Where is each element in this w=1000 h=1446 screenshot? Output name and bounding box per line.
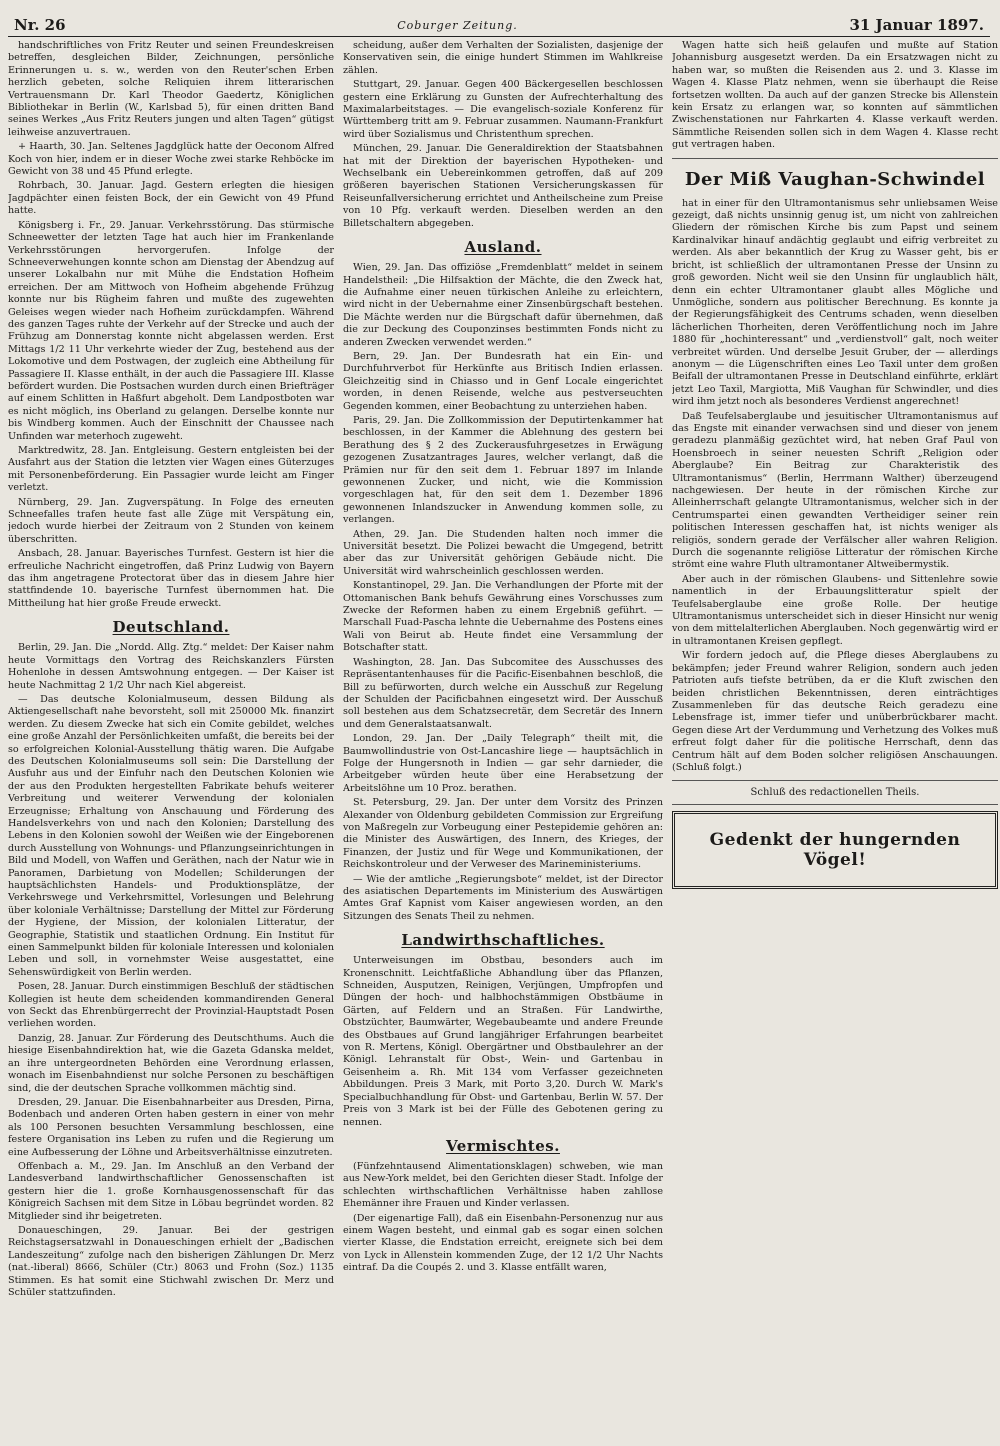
article-stuttgart: Stuttgart, 29. Januar. Gegen 400 Bäckergesellen beschlossen gestern eine Erklärung zu Gunsten der Aufrechterhaltung des Maximalarbeitstages. — Die evangelisch-soziale Konferenz für Württemberg tritt am 9. Februar zusammen. Naumann-Frankfurt wird über Sozialismus und Christenthum sprechen. [343, 79, 663, 140]
article-rohrbach: Rohrbach, 30. Januar. Jagd. Gestern erlegten die hiesigen Jagdpächter einen feisten Bock, der ein Gewicht von 49 Pfund hatte. [8, 180, 334, 217]
section-heading-vermischtes: Vermischtes. [446, 1136, 560, 1155]
article-regierungsbote: — Wie der amtliche „Regierungsbote“ meldet, ist der Director des asiatischen Departements im Ministerium des Auswärtigen Amtes Graf Kapnist vom Kaiser angewiesen worden, an den Sitzungen des Senats Theil zu nehmen. [343, 873, 663, 922]
article-vaughan-part2: Daß Teufelsaberglaube und jesuitischer Ultramontanismus auf das Engste mit einander verwachsen sind und dieser von jenem geradezu planmäßig gezüchtet wird, hat neben Graf Paul von Hoensbroech in seiner neuesten Schrift „Religion oder Aberglaube? Ein Beitrag zur Charakteristik des Ultramontanismus“ (Berlin, Herrmann Walther) überzeugend nachgewiesen. Der heute in der römischen Kirche zur Alleinherrschaft gelangte Ultramontanismus, welcher sich in der Centrumspartei einen gewandten Vertheidiger seiner rein politischen Interessen geschaffen hat, ist nichts weniger als religiös, sondern gerade der Verfälscher aller wahren Religion. Durch die sogenannte religiöse Litteratur der römischen Kirche strömt eine wahre Fluth ultramontaner Altweibermystik. [672, 410, 998, 571]
article-washington: Washington, 28. Jan. Das Subcomitee des Ausschusses des Repräsentantenhauses für die Pacific-Eisenbahnen beschloß, die Bill zu befürworten, durch welche ein Ausschuß zur Regelung der Schulden der Pacificbahnen eingesetzt wird. Der Ausschuß soll bestehen aus dem Schatzsecretär, dem Secretär des Innern und dem Generalstaatsanwalt. [343, 656, 663, 730]
column-middle [343, 40, 663, 1436]
issue-number: Nr. 26 [14, 16, 66, 34]
section-heading-deutschland: Deutschland. [112, 618, 230, 637]
advertisement-text: Gedenkt der hungernden Vögel! [709, 830, 961, 871]
article-haarth: + Haarth, 30. Jan. Seltenes Jagdglück hatte der Oeconom Alfred Koch von hier, indem er in dieser Woche zwei starke Rehböcke im Gewicht von 38 und 45 Pfund erlegte. [8, 141, 334, 178]
article-vaughan-part4: Wir fordern jedoch auf, die Pflege dieses Aberglaubens zu bekämpfen; jeder Freund wahrer Religion, sondern auch jeden Patrioten aufs tiefste betrüben, da er die Kluft zwischen den beiden christlichen Bekenntnissen, deren einträchtiges Zusammenleben für das deutsche Reich geradezu eine Lebensfrage ist, immer tiefer und unüberbrückbarer macht. Gegen diese Art der Verdummung und Verhetzung des Volkes muß erfreut folgt daher für die politische Herrschaft, denn das Centrum hält auf dem Boden solcher religiösen Anschauungen. (Schluß folgt.) [672, 650, 998, 773]
article-nuernberg: Nürnberg, 29. Jan. Zugverspätung. In Folge des erneuten Schneefalles trafen heute fast alle Züge mit Verspätung ein, jedoch wurde hierbei der Zeitraum von 2 Stunden von keinem überschritten. [8, 496, 334, 545]
article-athen: Athen, 29. Jan. Die Studenden halten noch immer die Universität besetzt. Die Polizei bewacht die Umgegend, betritt aber das zur Universität gehörigen Gebäude nicht. Die Universität wird wahrscheinlich geschlossen werden. [343, 528, 663, 577]
article-koenigsberg: Königsberg i. Fr., 29. Januar. Verkehrsstörung. Das stürmische Schneewetter der letzten Tage hat auch hier im Frankenlande Verkehrsstörungen hervorgerufen. Infolge der Schneeverwehungen konnte schon am Dienstag der Abendzug auf unserer Lokalbahn nur mit Mühe die Endstation Hofheim erreichen. Der am Mittwoch von Hofheim abgehende Frühzug konnte nur bis Rügheim fahren und mußte des zugewehten Geleises wegen wieder nach Hofheim zurückdampfen. Während des ganzen Tages ruhte der Verkehr auf der Strecke und auch der Frühzug am Donnerstag konnte nicht abgelassen werden. Erst Mittags 1/2 11 Uhr verkehrte wieder der Zug, bestehend aus der Lokomotive und dem Postwagen, der zugleich eine Abtheilung für Passagiere II. Klasse enthält, in der auch die Passagiere III. Klasse befördert wurden. Die Postsachen wurden durch einen Briefträger auf einem Schlitten in Haßfurt abgeholt. Dem Landpostboten war es nicht möglich, ins Oberland zu gelangen. Derselbe konnte nur bis Windberg kommen. Auch der Einschnitt der Chaussee nach Unfinden war meterhoch zugeweht. [8, 219, 334, 442]
article-marktredwitz: Marktredwitz, 28. Jan. Entgleisung. Gestern entgleisten bei der Ausfahrt aus der Station die letzten vier Wagen eines Güterzuges mit Personenbeförderung. Ein Passagier wurde leicht am Finger verletzt. [8, 445, 334, 494]
article-vaughan-part3: Aber auch in der römischen Glaubens- und Sittenlehre sowie namentlich in der Erbauungslitteratur spielt der Teufelsaberglaube eine große Rolle. Der heutige Ultramontanismus unterscheidet sich in dieser Hinsicht nur wenig von dem mittelalterlichen Aberglauben. Noch gegenwärtig wird er in ultramontanen Kreisen gepflegt. [672, 573, 998, 647]
article-wien: Wien, 29. Jan. Das offiziöse „Fremdenblatt“ meldet in seinem Handelstheil: „Die Hilfsaktion der Mächte, die den Zweck hat, die Aufnahme einer neuen türkischen Anleihe zu erleichtern, wird nicht in der Uebernahme einer Zinsenbürgschaft bestehen. Die Mächte werden nur die Bürgschaft dafür übernehmen, daß die zur Deckung des Couponzinses bestimmten Fonds nicht zu anderen Zwecken verwendet werden.“ [343, 262, 663, 348]
column-left [8, 40, 334, 1436]
article-eigenartiger-fall: (Der eigenartige Fall), daß ein Eisenbahn-Personenzug nur aus einem Wagen besteht, und einmal gab es sogar einen solchen vierter Klasse, die Endstation erreicht, ereignete sich bei dem von Lyck in Allenstein kommenden Zuge, der 12 1/2 Uhr Nachts eintraf. Da die Coupés 2. und 3. Klasse entfällt waren, [343, 1212, 663, 1274]
article-petersburg: St. Petersburg, 29. Jan. Der unter dem Vorsitz des Prinzen Alexander von Oldenburg gebildeten Commission zur Ergreifung von Maßregeln zur Vorbeugung einer Pestepidemie gehören an: die Minister des Auswärtigen, des Innern, des Krieges, der Finanzen, der Justiz und für Wege und Kommunikationen, der Reichskontroleur und der Verweser des Marineministeriums. [343, 797, 663, 871]
article-paris: Paris, 29. Jan. Die Zollkommission der Deputirtenkammer hat beschlossen, in der Kammer die Ablehnung des gestern bei Berathung des § 2 des Zuckerausfuhrgesetzes in Erwägung gezogenen Zusatzantrages Jaures, welcher verlangt, daß die Prämien nur für den seit dem 1. Februar 1897 im Inlande gewonnenen Zucker, und nicht, wie die Kommission vorgeschlagen hat, für den seit dem 1. Dezember 1896 gewonnenen Inlandszucker in Anwendung kommen solle, zu verlangen. [343, 414, 663, 526]
divider [672, 804, 998, 805]
section-heading-ausland: Ausland. [464, 238, 542, 257]
article-wagen-continuation: Wagen hatte sich heiß gelaufen und mußte auf Station Johannisburg ausgesetzt werden. Da ein Ersatzwagen nicht zu haben war, so mußten die Reisenden aus 2. und 3. Klasse im Wagen 4. Klasse Platz nehmen, wenn sie überhaupt die Reise fortsetzen wollten. Da auch auf der ganzen Strecke bis Allenstein kein Ersatz zu erlangen war, so konnten auf sämmtlichen Zwischenstationen nur Fahrkarten 4. Klasse verkauft werden. Sämmtliche Reisenden sollen sich in dem Wagen 4. Klasse recht gut vertragen haben. [672, 40, 998, 151]
section-heading-landwirtschaft: Landwirthschaftliches. [401, 931, 605, 950]
article-continuation: scheidung, außer dem Verhalten der Sozialisten, dasjenige der Konservativen sein, die einige hundert Stimmen im Wahlkreise zählen. [343, 40, 663, 76]
article-offenbach: Offenbach a. M., 29. Jan. Im Anschluß an den Verband der Landesverband landwirthschaftlicher Genossenschaften ist gestern hier die 1. große Kornhausgenossenschaft für das Königreich Sachsen mit dem Sitze in Löbau begründet worden. 82 Mitglieder sind ihr beigetreten. [8, 1160, 334, 1222]
column-right [672, 40, 998, 1436]
article-donaueschingen: Donaueschingen, 29. Januar. Bei der gestrigen Reichstagsersatzwahl in Donaueschingen erhielt der „Badischen Landeszeitung“ zufolge nach den bisherigen Zählungen Dr. Merz (nat.-liberal) 8666, Schüler (Ctr.) 8063 und Frohn (Soz.) 1135 Stimmen. Es hat somit eine Stichwahl zwischen Dr. Merz und Schüler stattzufinden. [8, 1224, 334, 1298]
article-reuter: handschriftliches von Fritz Reuter und seinen Freundeskreisen betreffen, desgleichen Bilder, Zeichnungen, persönliche Erinnerungen u. s. w., werden von den Reuter'schen Erben herzlich gebeten, solche Reliquien ihrem litterarischen Vertrauensmann Dr. Karl Theodor Gaedertz, Königlichen Bibliothekar in Berlin (W., Karlsbad 5), für einen dritten Band seines Werkes „Aus Fritz Reuters jungen und alten Tagen“ gütigst leihweise anzuvertrauen. [8, 40, 334, 138]
divider [672, 780, 998, 781]
advertisement-box [672, 811, 998, 889]
article-berlin: Berlin, 29. Jan. Die „Nordd. Allg. Ztg.“ meldet: Der Kaiser nahm heute Vormittags den Vortrag des Reichskanzlers Fürsten Hohenlohe in dessen Amtswohnung entgegen. — Der Kaiser ist heute Nachmittag 2 1/2 Uhr nach Kiel abgereist. [8, 642, 334, 691]
article-posen: Posen, 28. Januar. Durch einstimmigen Beschluß der städtischen Kollegien ist heute dem scheidenden kommandirenden General von Seckt das Ehrenbürgerrecht der Provinzial-Hauptstadt Posen verliehen worden. [8, 981, 334, 1030]
issue-date: 31 Januar 1897. [849, 16, 984, 34]
article-bern: Bern, 29. Jan. Der Bundesrath hat ein Ein- und Durchfuhrverbot für Herkünfte aus Britisch Indien erlassen. Gleichzeitig sind in Chiasso und in Genf Locale eingerichtet worden, in denen Reisende, welche aus pestverseuchten Gegenden kommen, einer Beobachtung zu unterziehen haben. [343, 350, 663, 412]
article-alimentationsklagen: (Fünfzehntausend Alimentationsklagen) schweben, wie man aus New-York meldet, bei den Gerichten dieser Stadt. Infolge der schlechten wirthschaftlichen Verhältnisse haben zahllose Ehemänner ihre Frauen und Kinder verlassen. [343, 1160, 663, 1210]
article-ansbach: Ansbach, 28. Januar. Bayerisches Turnfest. Gestern ist hier die erfreuliche Nachricht eingetroffen, daß Prinz Ludwig von Bayern das ihm angetragene Protectorat über das in diesem Jahre hier stattfindende 10. bayerische Turnfest übernommen hat. Die Mittheilung hat hier große Freude erweckt. [8, 548, 334, 609]
article-dresden: Dresden, 29. Januar. Die Eisenbahnarbeiter aus Dresden, Pirna, Bodenbach und anderen Orten haben gestern in einer von mehr als 100 Personen besuchten Versammlung beschlossen, eine festere Organisation ins Leben zu rufen und die Regierung um eine Aufbesserung der Löhne und Arbeitsverhältnisse einzutreten. [8, 1096, 334, 1158]
article-muenchen: München, 29. Januar. Die Generaldirektion der Staatsbahnen hat mit der Direktion der bayerischen Hypotheken- und Wechselbank ein Uebereinkommen getroffen, daß auf 209 größeren bayerischen Stationen Versicherungskassen für Reiseunfallversicherung errichtet und Antheilscheine zum Preise von 10 Pfg. verkauft werden. Dieselben werden an den Billetschaltern abgegeben. [343, 143, 663, 229]
article-london: London, 29. Jan. Der „Daily Telegraph“ theilt mit, die Baumwollindustrie von Ost-Lancashire liege — hauptsächlich in Folge der Hungersnoth in Indien — gar sehr darnieder, die Arbeitgeber würden heute über eine Herabsetzung der Arbeitslöhne um 10 Proz. berathen. [343, 733, 663, 794]
divider [672, 158, 998, 159]
newspaper-title: Coburger Zeitung. [397, 18, 518, 32]
article-vaughan-part1: hat in einer für den Ultramontanismus sehr unliebsamen Weise gezeigt, daß nichts unsinnig genug ist, um nicht von zahlreichen Gliedern der römischen Kirche bis zum Papst und seinem Kardinalvikar hinauf andächtig geglaubt und eifrig verbreitet zu werden. Als aber bekanntlich der Krug zu Wasser geht, bis er bricht, ist schließlich der ultramontanen Presse der Unsinn zu groß geworden. Nicht weil sie den Unsinn für unglaublich hält, denn ein echter Ultramontaner glaubt alles Mögliche und Unmögliche, sondern aus politischer Berechnung. Es konnte ja der Regierungsfähigkeit des Centrums schaden, wenn dieselben lächerlichen Thorheiten, deren Veröffentlichung noch im Jahre 1880 für „hochinteressant“ und „verdienstvoll“ galt, noch weiter verbreitet würden. Und derselbe Jesuit Gruber, der — allerdings anonym — die Lügenschriften eines Leo Taxil unter dem großen Beifall der ultramontanen Presse in Deutschland einführte, erklärt jetzt Leo Taxil, Margiotta, Miß Vaughan für Schwindler, und dies wird ihm jetzt noch als besonderes Verdienst angerechnet! [672, 197, 998, 408]
article-danzig: Danzig, 28. Januar. Zur Förderung des Deutschthums. Auch die hiesige Eisenbahndirektion hat, wie die Gazeta Gdanska meldet, an ihre untergeordneten Behörden eine Verordnung erlassen, wonach im Eisenbahndienst nur solche Personen zu beschäftigen sind, die der deutschen Sprache vollkommen mächtig sind. [8, 1032, 334, 1094]
article-obstbau: Unterweisungen im Obstbau, besonders auch im Kronenschnitt. Leichtfaßliche Abhandlung über das Pflanzen, Schneiden, Ausputzen, Reinigen, Verjüngen, Umpfropfen und Düngen der hoch- und halbhochstämmigen Obstbäume in Gärten, auf Feldern und an Straßen. Für Landwirthe, Obstzüchter, Baumwärter, Wegebaubeamte und andere Freunde des Obstbaues auf Grund langjähriger Erfahrungen bearbeitet von R. Mertens, Königl. Obergärtner und Obstbaulehrer an der Königl. Lehranstalt für Obst-, Wein- und Gartenbau in Geisenheim a. Rh. Mit 134 vom Verfasser gezeichneten Abbildungen. Preis 3 Mark, mit Porto 3,20. Durch W. Mark's Specialbuchhandlung für Obst- und Gartenbau, Berlin W. 57. Der Preis von 3 Mark ist bei der Fülle des Gebotenen gering zu nennen. [343, 955, 663, 1128]
article-konstantinopel: Konstantinopel, 29. Jan. Die Verhandlungen der Pforte mit der Ottomanischen Bank behufs Gewährung eines Vorschusses zum Zwecke der Reformen haben zu einem Ergebniß geführt. — Marschall Fuad-Pascha lehnte die Uebernahme des Postens eines Wali von Beirut ab. Heute findet eine Versammlung der Botschafter statt. [343, 580, 663, 654]
masthead [8, 14, 990, 37]
editorial-end-note: Schluß des redactionellen Theils. [750, 787, 920, 799]
article-title-vaughan: Der Miß Vaughan-Schwindel [684, 168, 986, 190]
article-kolonialmuseum: — Das deutsche Kolonialmuseum, dessen Bildung als Aktiengesellschaft nahe bevorsteht, soll mit 250000 Mk. finanzirt werden. Zu diesem Zwecke hat sich ein Comite gebildet, welches eine große Anzahl der Persönlichkeiten umfaßt, die bereits bei der so erfolgreichen Kolonial-Ausstellung thätig waren. Die Aufgabe des Deutschen Kolonialmuseums soll sein: Die Darstellung der Ausfuhr aus und der Einfuhr nach den Deutschen Kolonien wie der aus den Produkten hergestellten Fabrikate behufs weiterer Verbreitung und weiterer Verwendung der kolonialen Erzeugnisse; Erhaltung von Anschauung und Förderung des Handelsverkehrs von und nach den Kolonien; Darstellung des Lebens in den Kolonien sowohl der Weißen wie der Eingeborenen durch Ausstellung von Wohnungs- und Pflanzungseinrichtungen in Bild und Modell, von Waffen und Geräthen, nach der Natur wie in Panoramen, Darbietung von Modellen; Schilderungen der hauptsächlichsten Handels- und Produktionsplätze, der Verkehrswege und Verkehrsmittel, Vorlesungen und Belehrung über koloniale Verhältnisse; Darstellung der Mittel zur Förderung der Hygiene, der Mission, der kolonialen Litteratur, der Geographie, Statistik und staatlichen Ordnung. Ein Institut für einen Sammelpunkt bilden für koloniale Interessen und kolonialen Leben und soll, in vornehmster Weise ausgestattet, eine Sehenswürdigkeit von Berlin werden. [8, 693, 334, 978]
